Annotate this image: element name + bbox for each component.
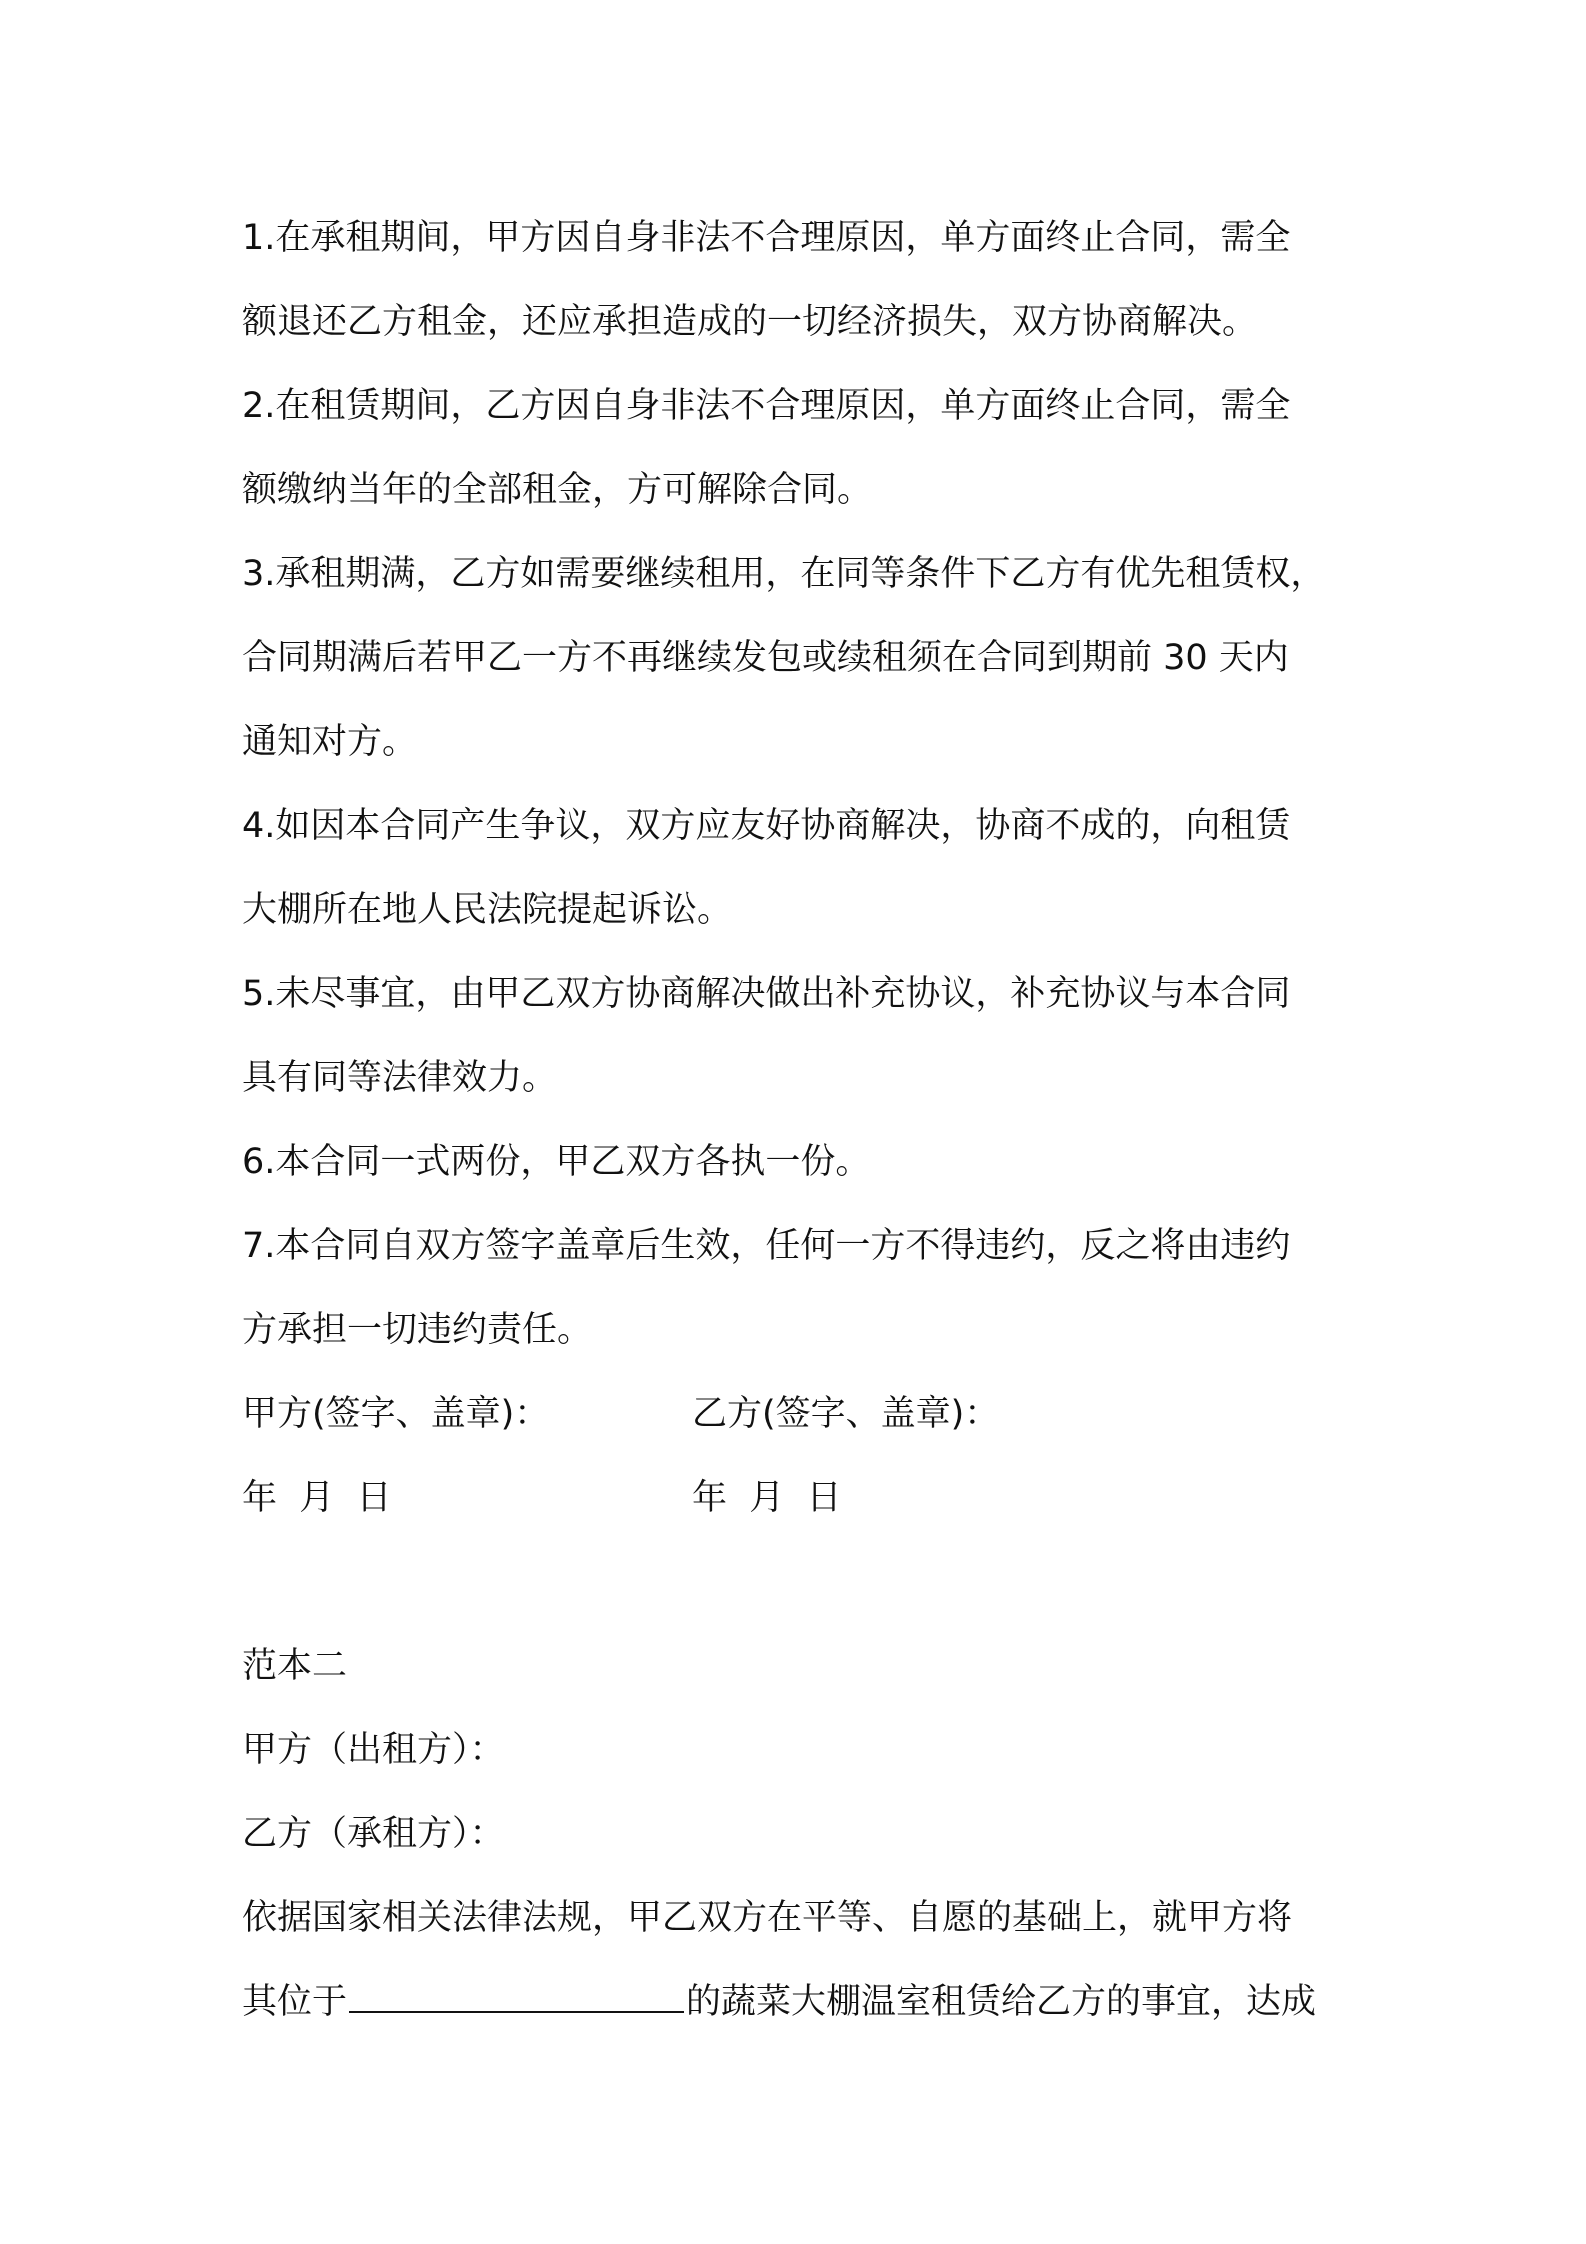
- clause-5: [242, 952, 1352, 1120]
- location-prefix: 其位于: [242, 1982, 348, 2022]
- section-gap: [242, 1540, 1352, 1624]
- clause-line: 6.本合同一式两份，甲乙双方各执一份。: [242, 1142, 871, 1182]
- clause-line: 5.未尽事宜，由甲乙双方协商解决做出补充协议，补充协议与本合同: [242, 974, 1291, 1014]
- clause-line: 2.在租赁期间，乙方因自身非法不合理原因，单方面终止合同，需全: [242, 386, 1291, 426]
- date-row: [242, 1456, 1352, 1540]
- lessee-label: 乙方（承租方）：: [242, 1814, 505, 1854]
- clause-line: 4.如因本合同产生争议，双方应友好协商解决，协商不成的，向租赁: [242, 806, 1291, 846]
- intro-line-location: [242, 1960, 1352, 2044]
- clause-4: [242, 784, 1352, 952]
- clause-line: 大棚所在地人民法院提起诉讼。: [242, 890, 733, 930]
- clause-line: 方承担一切违约责任。: [242, 1310, 593, 1350]
- lessor-label: 甲方（出租方）：: [242, 1730, 505, 1770]
- party-a-signature-label: 甲方(签字、盖章)：: [242, 1394, 550, 1434]
- clause-line: 合同期满后若甲乙一方不再继续发包或续租须在合同到期前 30 天内: [242, 638, 1289, 678]
- clause-line: 7.本合同自双方签字盖章后生效，任何一方不得违约，反之将由违约: [242, 1226, 1291, 1266]
- clause-1: [242, 196, 1352, 364]
- clause-7: [242, 1204, 1352, 1372]
- clause-line: 额退还乙方租金，还应承担造成的一切经济损失，双方协商解决。: [242, 302, 1258, 342]
- signature-row: [242, 1372, 1352, 1456]
- clause-line: 3.承租期满，乙方如需要继续租用，在同等条件下乙方有优先租赁权，: [242, 554, 1326, 594]
- party-b-signature-label: 乙方(签字、盖章)：: [692, 1394, 1000, 1434]
- template-2-title: 范本二: [242, 1646, 348, 1686]
- party-a-date-label: 年 月 日: [242, 1478, 392, 1518]
- clause-line: 额缴纳当年的全部租金，方可解除合同。: [242, 470, 873, 510]
- location-suffix: 的蔬菜大棚温室租赁给乙方的事宜，达成: [686, 1982, 1317, 2022]
- location-blank: [349, 1981, 684, 2013]
- intro-line: 依据国家相关法律法规，甲乙双方在平等、自愿的基础上，就甲方将: [242, 1898, 1293, 1938]
- clause-line: 1.在承租期间，甲方因自身非法不合理原因，单方面终止合同，需全: [242, 218, 1291, 258]
- clause-line: 通知对方。: [242, 722, 418, 762]
- clause-line: 具有同等法律效力。: [242, 1058, 558, 1098]
- clause-6: [242, 1120, 1352, 1204]
- party-b-date-label: 年 月 日: [692, 1478, 842, 1518]
- clause-3: [242, 532, 1352, 784]
- clause-2: [242, 364, 1352, 532]
- document-body: [242, 196, 1352, 2044]
